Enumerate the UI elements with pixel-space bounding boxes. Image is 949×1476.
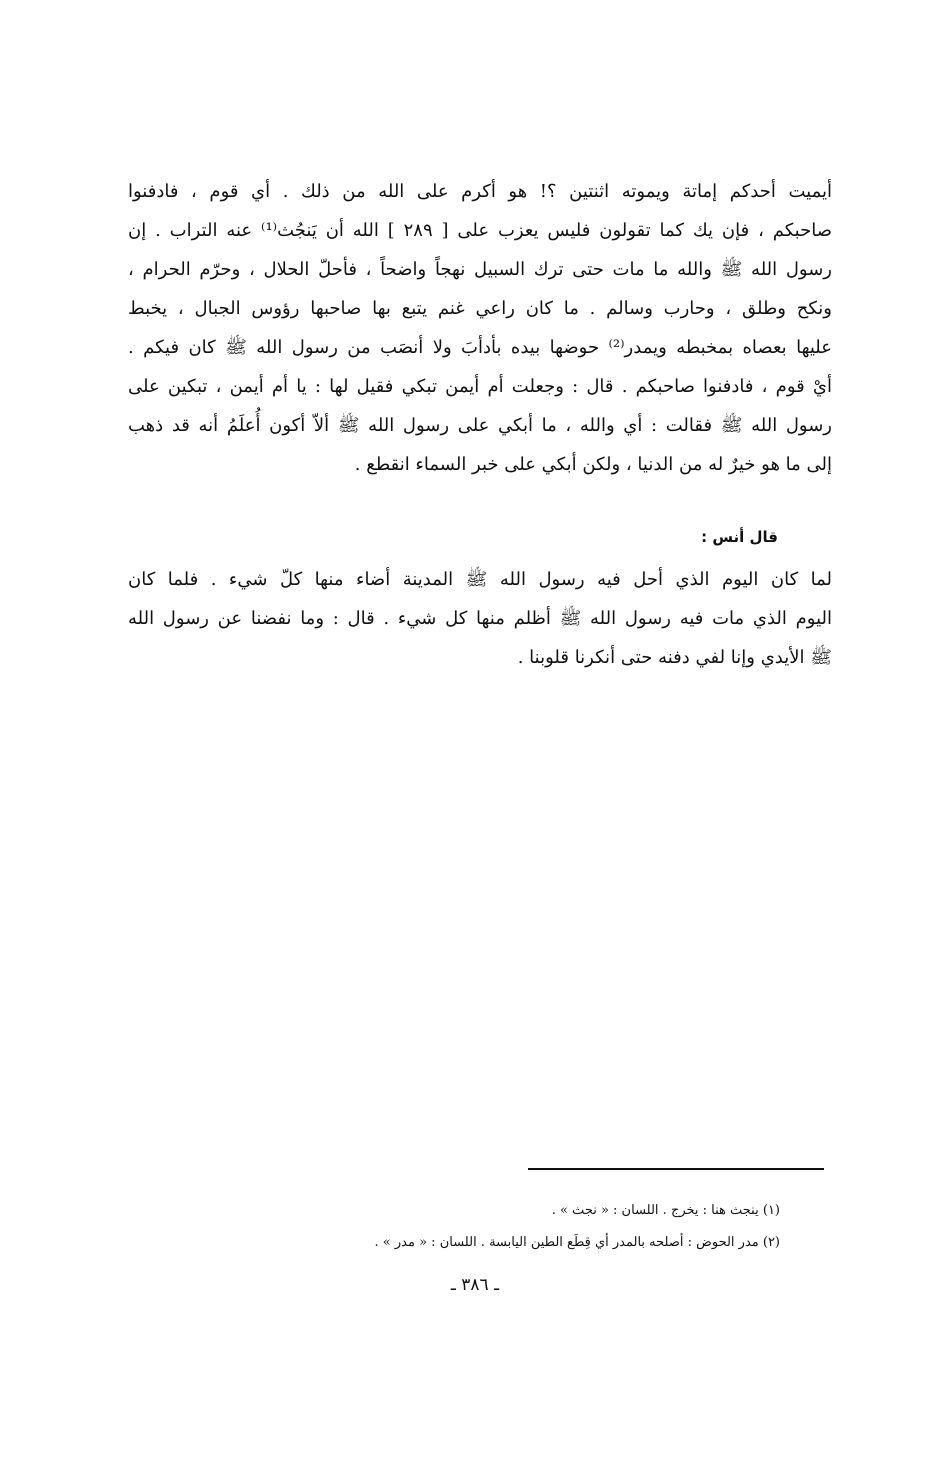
section-paragraph [128, 560, 832, 677]
footnote: (٢) مدر الحوض : أصلحه بالمدر أي قِطَع الطين اليابسة . اللسان : « مدر » . [374, 1235, 780, 1250]
footnotes [200, 1195, 780, 1259]
paragraph-line: ﷺ الأيدي وإنا لفي دفنه حتى أنكرنا قلوبنا . [517, 647, 832, 668]
paragraph-line: لما كان اليوم الذي أحل فيه رسول الله ﷺ المدينة أضاء منها كلّ شيء . فلما كان [128, 569, 832, 590]
paragraph-line: أيْ قوم ، فادفنوا صاحبكم . قال : وجعلت أم أيمن تبكي فقيل لها : يا أم أيمن ، تبكين على [128, 376, 832, 397]
paragraph-line: صاحبكم ، فإن يك كما تقولون فليس يعزب على [ ٢٨٩ ] الله أن يَنجُث⁽¹⁾ عنه التراب . إن [128, 220, 832, 241]
paragraph-line: رسول الله ﷺ والله ما مات حتى ترك السبيل نهجاً واضحاً ، فأحلّ الحلال ، وحرّم الحرام ، [128, 259, 832, 280]
footnote: (١) ينجث هنا : يخرج . اللسان : « نجث » . [551, 1203, 780, 1218]
paragraph-line: رسول الله ﷺ فقالت : أي والله ، ما أبكي على رسول الله ﷺ ألاّ أكون أُعلَمُ أنه قد ذهب [128, 415, 832, 436]
section-heading: قال أنس : [701, 528, 778, 546]
paragraph-line: عليها بعصاه بمخبطه ويمدر⁽²⁾ حوضها بيده بأدأبَ ولا أنصَب من رسول الله ﷺ كان فيكم . [128, 337, 832, 358]
main-paragraph [128, 172, 832, 484]
paragraph-line: اليوم الذي مات فيه رسول الله ﷺ أظلم منها كل شيء . قال : وما نفضنا عن رسول الله [128, 608, 832, 629]
paragraph-line: أيميت أحدكم إماتة ويموته اثنتين ؟! هو أكرم على الله من ذلك . أي قوم ، فادفنوا [128, 181, 832, 202]
page-number: ـ ٣٨٦ ـ [450, 1275, 500, 1295]
paragraph-line: إلى ما هو خيرٌ له من الدنيا ، ولكن أبكي على خبر السماء انقطع . [354, 454, 832, 475]
footnote-divider [528, 1168, 824, 1170]
paragraph-line: ونكح وطلق ، وحارب وسالم . ما كان راعي غنم يتبع بها صاحبها رؤوس الجبال ، يخبط [128, 298, 832, 319]
